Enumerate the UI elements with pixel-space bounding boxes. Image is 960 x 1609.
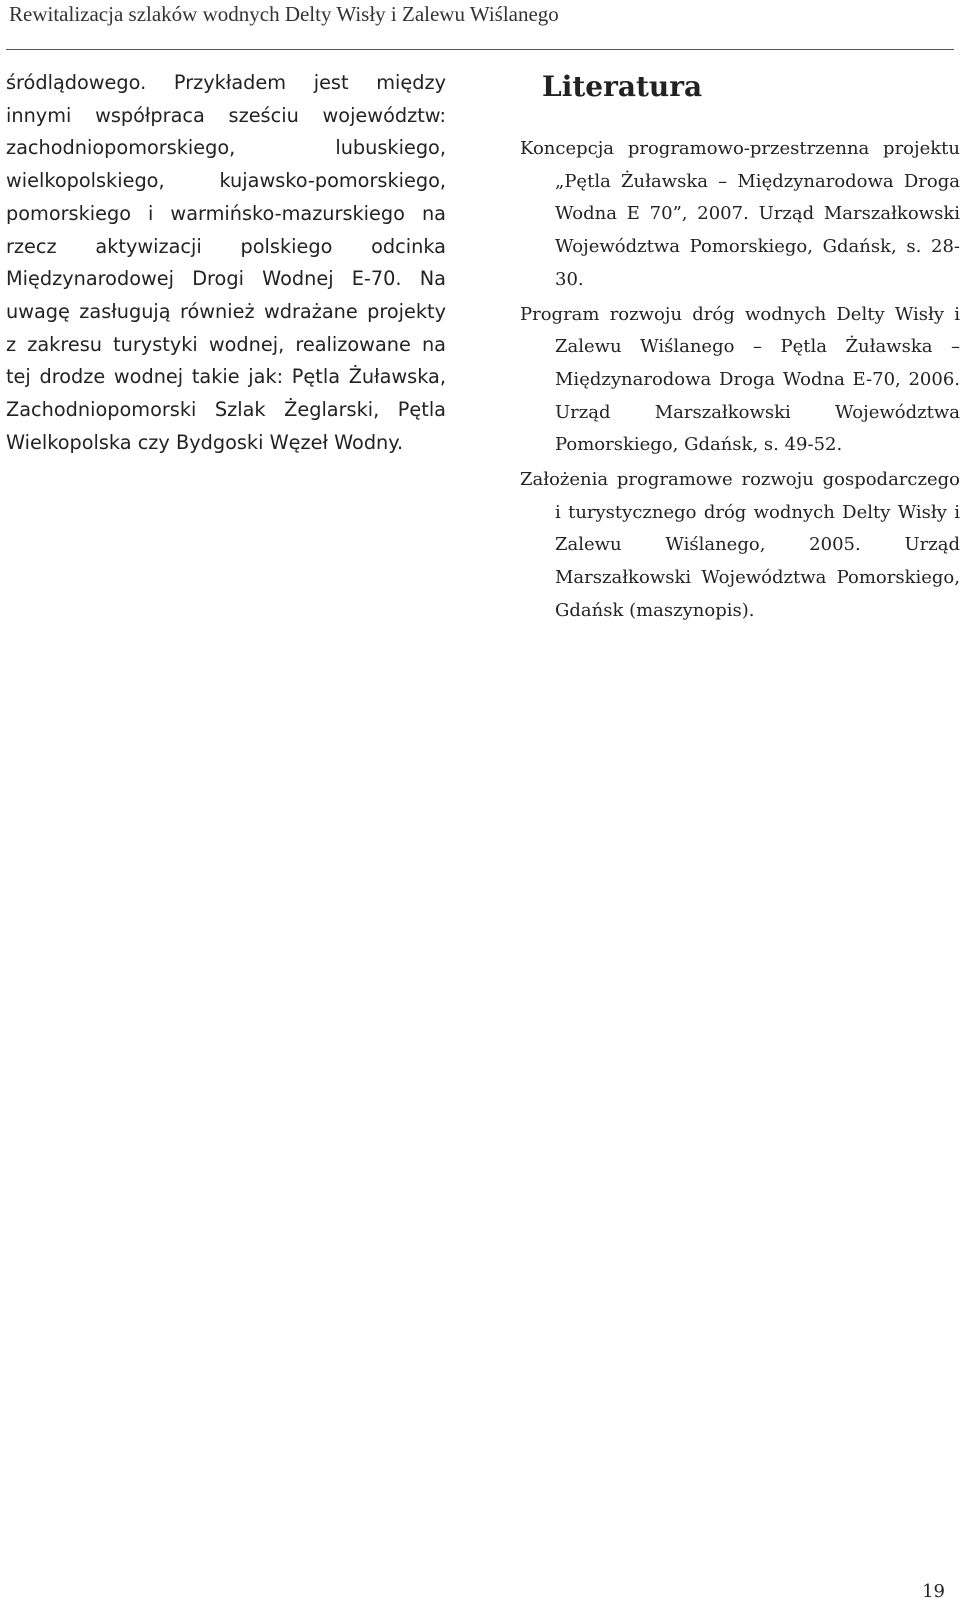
reference-item: Założenia programowe rozwoju gospodarczego i turystycznego dróg wodnych Delty Wisły i Zalewu Wiślanego, 2005. Urząd Marszałkowski Województwa Pomorskiego, Gdańsk (maszynopis).: [520, 469, 960, 621]
reference-list: [520, 133, 960, 628]
literature-heading: Literatura: [542, 70, 703, 103]
running-header: [6, 0, 954, 50]
right-column: [520, 67, 960, 630]
header-title: Rewitalizacja szlaków wodnych Delty Wisły i Zalewu Wiślanego: [9, 2, 559, 26]
left-column: [6, 67, 446, 459]
reference-item: Koncepcja programowo-przestrzenna projektu „Pętla Żuławska – Międzynarodowa Droga Wodna E 70”, 2007. Urząd Marszałkowski Województwa Pomorskiego, Gdańsk, s. 28-30.: [520, 138, 960, 290]
reference-item: Program rozwoju dróg wodnych Delty Wisły i Zalewu Wiślanego – Pętla Żuławska – Międzynarodowa Droga Wodna E-70, 2006. Urząd Marszałkowski Województwa Pomorskiego, Gdańsk, s. 49-52.: [520, 303, 960, 456]
page-number: 19: [922, 1581, 945, 1602]
body-paragraph: śródlądowego. Przykładem jest między innymi współpraca sześciu województw: zachodniopomorskiego, lubuskiego, wielkopolskiego, kujawsko-pomorskiego, pomorskiego i warmińsko-mazurskiego na rzecz aktywizacji polskiego odcinka Międzynarodowej Drogi Wodnej E-70. Na uwagę zasługują również wdrażane projekty z zakresu turystyki wodnej, realizowane na tej drodze wodnej takie jak: Pętla Żuławska, Zachodniopomorski Szlak Żeglarski, Pętla Wielkopolska czy Bydgoski Węzeł Wodny.: [6, 71, 446, 454]
